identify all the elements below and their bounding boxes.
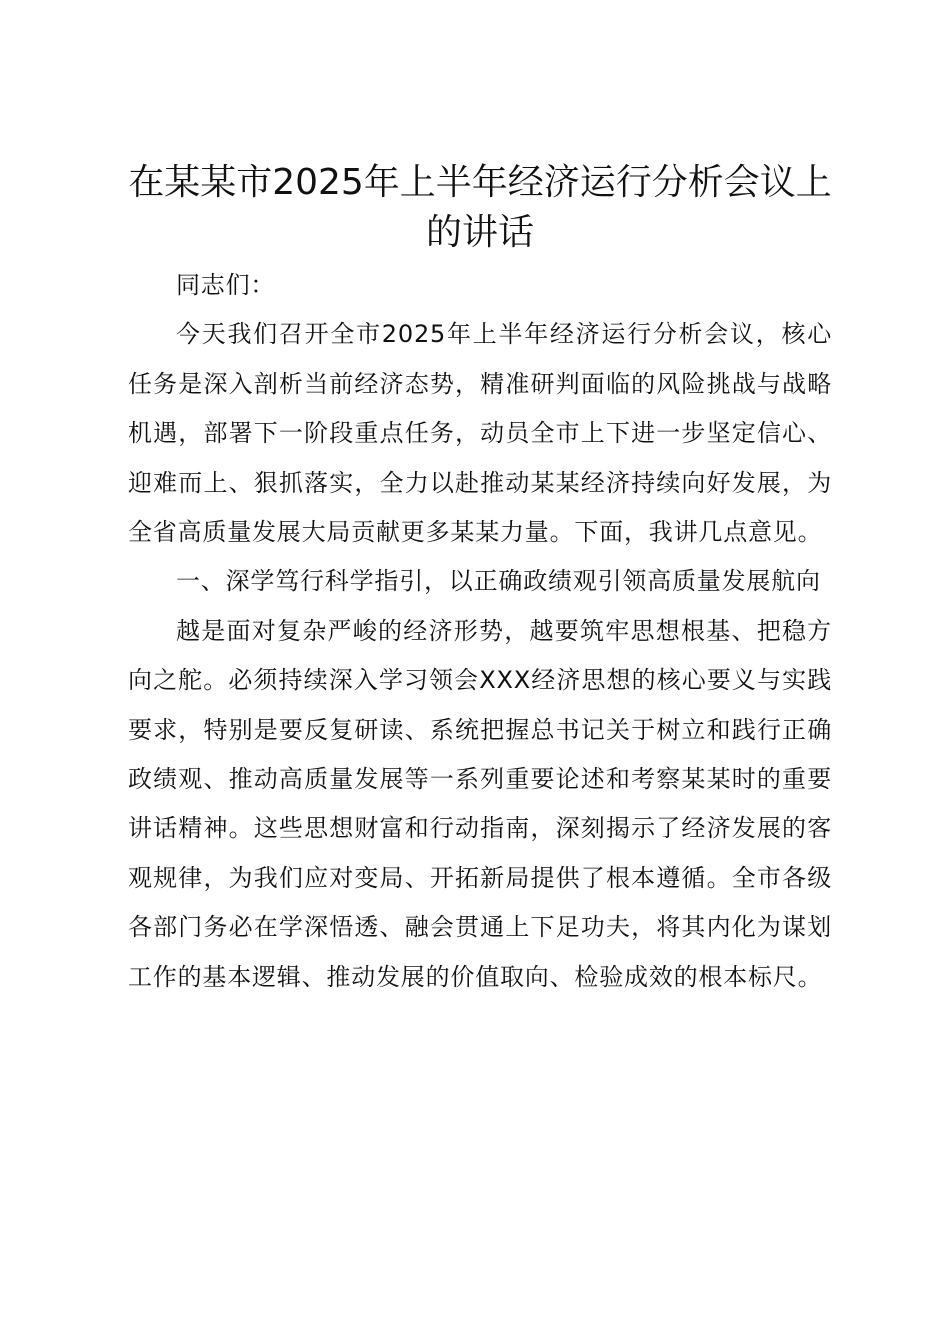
intro-paragraph: 今天我们召开全市2025年上半年经济运行分析会议，核心任务是深入剖析当前经济态势，精准研判面临的风险挑战与战略机遇，部署下一阶段重点任务，动员全市上下进一步坚定信心、迎难而上、狠抓落实，全力以赴推动某某经济持续向好发展，为全省高质量发展大局贡献更多某某力量。下面，我讲几点意见。 (128, 320, 832, 547)
document-body (128, 158, 832, 1002)
section-paragraph: 越是面对复杂严峻的经济形势，越要筑牢思想根基、把稳方向之舵。必须持续深入学习领会XXX经济思想的核心要义与实践要求，特别是要反复研读、系统把握总书记关于树立和践行正确政绩观、推动高质量发展等一系列重要论述和考察某某时的重要讲话精神。这些思想财富和行动指南，深刻揭示了经济发展的客观规律，为我们应对变局、开拓新局提供了根本遵循。全市各级各部门务必在学深悟透、融会贯通上下足功夫，将其内化为谋划工作的基本逻辑、推动发展的价值取向、检验成效的根本标尺。 (128, 616, 832, 991)
document-title: 在某某市2025年上半年经济运行分析会议上的讲话 (128, 162, 832, 253)
salutation: 同志们： (176, 271, 276, 299)
section-heading: 一、深学笃行科学指引，以正确政绩观引领高质量发展航向 (176, 567, 821, 596)
